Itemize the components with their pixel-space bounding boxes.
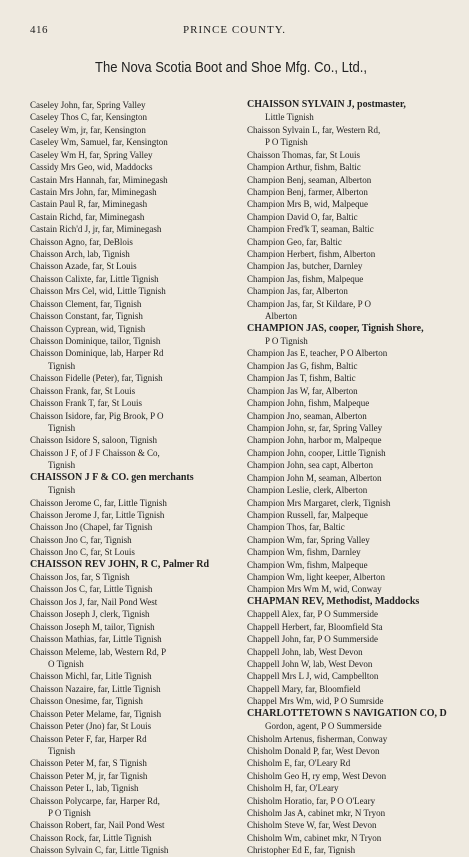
directory-entry: Champion Mrs B, wid, Malpeque: [247, 199, 368, 210]
directory-entry: Chaisson Sylvain L, far, Western Rd,: [247, 124, 381, 135]
directory-entry: Champion Jas, far, St Kildare, P O: [247, 298, 372, 309]
directory-entry: Chaisson Thomas, far, St Louis: [247, 149, 360, 160]
entry-continuation: P O Tignish: [48, 808, 91, 819]
page-title: PRINCE COUNTY.: [182, 24, 287, 36]
directory-entry: Chisholm Donald P, far, West Devon: [247, 745, 380, 756]
directory-entry: Champion Jas G, fishm, Baltic: [247, 360, 358, 371]
entry-continuation: Tignish: [48, 745, 76, 756]
directory-entry: Chappell John, lab, West Devon: [247, 646, 363, 657]
directory-entry: Chaisson Jno C, far, Tignish: [30, 534, 132, 545]
directory-entry: Chappel Mrs Wm, wid, P O Sumrside: [247, 696, 384, 707]
directory-entry: Chaisson Onesime, far, Tignish: [30, 696, 143, 707]
directory-entry: CHAMPION JAS, cooper, Tignish Shore,: [247, 322, 424, 334]
directory-entry: Chaisson Robert, far, Nail Pond West: [30, 820, 165, 831]
directory-entry: Cassidy Mrs Geo, wid, Maddocks: [30, 162, 153, 173]
directory-entry: Chaisson Fidelle (Peter), far, Tignish: [30, 373, 163, 384]
directory-entry: Chappell Mary, far, Bloomfield: [247, 683, 361, 694]
directory-entry: Champion John, harbor m, Malpeque: [247, 435, 382, 446]
directory-entry: Chaisson Isidore S, saloon, Tignish: [30, 435, 158, 446]
directory-entry: Champion Jas T, fishm, Baltic: [247, 373, 356, 384]
directory-entry: Champion Wm, fishm, Malpeque: [247, 559, 368, 570]
directory-entry: Champion Mrs Wm M, wid, Conway: [247, 584, 382, 595]
directory-entry: Chaisson Sylvain C, far, Little Tignish: [30, 845, 169, 856]
directory-entry: Champion John M, seaman, Alberton: [247, 472, 382, 483]
directory-entry: Chaisson Clement, far, Tignish: [30, 298, 142, 309]
directory-entry: Chaisson Jos C, far, Little Tignish: [30, 584, 153, 595]
directory-entry: Champion John, sea capt, Alberton: [247, 460, 373, 471]
directory-entry: Chaisson Joseph J, clerk, Tignish: [30, 609, 150, 620]
directory-entry: Chaisson Jno (Chapel, far Tignish: [30, 522, 153, 533]
directory-entry: Champion Jas W, far, Alberton: [247, 385, 358, 396]
directory-entry: Chaisson Meleme, lab, Western Rd, P: [30, 646, 167, 657]
directory-entry: Caseley Wm, jr, far, Kensington: [30, 124, 146, 135]
directory-entry: Chaisson Peter (Jno) far, St Louis: [30, 721, 152, 732]
directory-entry: Chaisson Polycarpe, far, Harper Rd,: [30, 795, 160, 806]
directory-entry: Chaisson Frank, far, St Louis: [30, 385, 136, 396]
page-header: [0, 24, 469, 38]
directory-entry: Champion David O, far, Baltic: [247, 211, 358, 222]
directory-entry: Chaisson Jno C, far, St Louis: [30, 547, 135, 558]
directory-entry: Caseley Wm H, far, Spring Valley: [30, 149, 153, 160]
entry-continuation: Tignish: [48, 422, 76, 433]
ad-banner: The Nova Scotia Boot and Shoe Mfg. Co., Ltd.,: [95, 60, 368, 76]
directory-entry: Chaisson Mrs Cel, wid, Little Tignish: [30, 286, 166, 297]
directory-entry: Chisholm Wm, cabinet mkr, N Tryon: [247, 832, 382, 843]
entry-continuation: Alberton: [265, 311, 297, 322]
directory-entry: Castain Richd, far, Miminegash: [30, 211, 145, 222]
directory-entry: Champion Jas, fishm, Malpeque: [247, 273, 364, 284]
directory-entry: Chappell John, far, P O Summerside: [247, 634, 379, 645]
directory-entry: Chaisson Agno, far, DeBlois: [30, 236, 133, 247]
directory-entry: Chaisson J F, of J F Chaisson & Co,: [30, 447, 160, 458]
directory-entry: Champion Benj, farmer, Alberton: [247, 186, 368, 197]
directory-entry: Chaisson Nazaire, far, Little Tignish: [30, 683, 161, 694]
right-column: [247, 99, 467, 857]
directory-entry: CHAISSON J F & CO. gen merchants: [30, 471, 194, 483]
directory-entry: Chaisson Joseph M, tailor, Tignish: [30, 621, 155, 632]
directory-entry: Chappell John W, lab, West Devon: [247, 658, 373, 669]
directory-entry: Champion Herbert, fishm, Alberton: [247, 249, 376, 260]
directory-entry: Chaisson Cyprean, wid, Tignish: [30, 323, 146, 334]
directory-entry: CHAISSON REV JOHN, R C, Palmer Rd: [30, 558, 210, 570]
directory-entry: Champion Leslie, clerk, Alberton: [247, 485, 368, 496]
directory-entry: Champion Wm, light keeper, Alberton: [247, 572, 385, 583]
entry-continuation: P O Tignish: [265, 137, 308, 148]
directory-entry: Champion Russell, far, Malpeque: [247, 509, 368, 520]
directory-entry: Castain Paul R, far, Miminegash: [30, 199, 148, 210]
directory-entry: Christopher Ed E, far, Tignish: [247, 845, 356, 856]
entry-continuation: Tignish: [48, 360, 76, 371]
directory-entry: Castain Mrs Hannah, far, Miminegash: [30, 174, 168, 185]
directory-entry: CHARLOTTETOWN S NAVIGATION CO, D: [247, 707, 447, 719]
directory-entry: Chappell Mrs L J, wid, Campbellton: [247, 671, 379, 682]
directory-entry: Chaisson Peter L, lab, Tignish: [30, 783, 139, 794]
directory-entry: Champion John, cooper, Little Tignish: [247, 447, 386, 458]
directory-entry: Champion Jno, seaman, Alberton: [247, 410, 367, 421]
entry-continuation: Tignish: [48, 485, 76, 496]
directory-entry: Chisholm Artenus, fisherman, Conway: [247, 733, 388, 744]
directory-entry: Castain Rich'd J, jr, far, Miminegash: [30, 224, 162, 235]
directory-entry: Caseley Wm, Samuel, far, Kensington: [30, 137, 168, 148]
directory-entry: Champion Mrs Margaret, clerk, Tignish: [247, 497, 391, 508]
directory-entry: Chaisson Jos J, far, Nail Pond West: [30, 596, 158, 607]
directory-entry: Chaisson Mathias, far, Little Tignish: [30, 634, 162, 645]
directory-entry: Chisholm Steve W, far, West Devon: [247, 820, 377, 831]
directory-entry: Champion Jas, far, Alberton: [247, 286, 348, 297]
directory-entry: Chaisson Isidore, far, Pig Brook, P O: [30, 410, 164, 421]
directory-entry: Chaisson Peter M, jr, far Tignish: [30, 770, 148, 781]
directory-entry: Chaisson Peter Melame, far, Tignish: [30, 708, 162, 719]
directory-entry: Chaisson Peter F, far, Harper Rd: [30, 733, 147, 744]
directory-entry: Chisholm Geo H, ry emp, West Devon: [247, 770, 387, 781]
entry-continuation: Gordon, agent, P O Summerside: [265, 721, 382, 732]
directory-entry: Champion John, fishm, Malpeque: [247, 398, 370, 409]
directory-entry: Chappell Herbert, far, Bloomfield Sta: [247, 621, 383, 632]
directory-entry: Champion Arthur, fishm, Baltic: [247, 162, 361, 173]
entry-continuation: P O Tignish: [265, 336, 308, 347]
directory-entry: Chaisson Jos, far, S Tignish: [30, 572, 130, 583]
directory-entry: Chaisson Calixte, far, Little Tignish: [30, 273, 159, 284]
directory-entry: Chisholm H, far, O'Leary: [247, 783, 339, 794]
left-column: [30, 99, 245, 857]
directory-entry: Champion Benj, seaman, Alberton: [247, 174, 372, 185]
directory-entry: Champion Jas E, teacher, P O Alberton: [247, 348, 388, 359]
directory-entry: Chaisson Dominique, lab, Harper Rd: [30, 348, 164, 359]
directory-entry: Caseley Thos C, far, Kensington: [30, 112, 147, 123]
directory-entry: Chisholm E, far, O'Leary Rd: [247, 758, 351, 769]
directory-entry: Chaisson Azade, far, St Louis: [30, 261, 137, 272]
directory-entry: Caseley John, far, Spring Valley: [30, 100, 146, 110]
directory-entry: Chaisson Jerome J, far, Little Tignish: [30, 509, 165, 520]
directory-entry: Champion Jas, butcher, Darnley: [247, 261, 363, 272]
directory-entry: Chaisson Rock, far, Little Tignish: [30, 832, 152, 843]
directory-entry: Castain Mrs John, far, Miminegash: [30, 186, 157, 197]
directory-entry: Chaisson Michl, far, Litle Tignish: [30, 671, 152, 682]
directory-entry: Chaisson Peter M, far, S Tignish: [30, 758, 147, 769]
directory-entry: Champion Geo, far, Baltic: [247, 236, 342, 247]
directory-entry: Chaisson Dominique, tailor, Tignish: [30, 336, 161, 347]
entry-continuation: O Tignish: [48, 658, 84, 669]
entry-continuation: Tignish: [48, 460, 76, 471]
directory-entry: Chaisson Jerome C, far, Little Tignish: [30, 497, 167, 508]
directory-entry: CHAPMAN REV, Methodist, Maddocks: [247, 595, 420, 607]
directory-entry: Chisholm Jas A, cabinet mkr, N Tryon: [247, 808, 386, 819]
directory-entry: Champion Wm, far, Spring Valley: [247, 534, 370, 545]
entry-continuation: Little Tignish: [265, 112, 314, 123]
directory-entry: Champion Wm, fishm, Darnley: [247, 547, 361, 558]
page-number: 416: [30, 24, 48, 36]
directory-entry: Chaisson Constant, far, Tignish: [30, 311, 143, 322]
directory-entry: Chisholm Horatio, far, P O O'Leary: [247, 795, 376, 806]
directory-entry: Chappell Alex, far, P O Summerside: [247, 609, 379, 620]
directory-entry: Champion Fred'k T, seaman, Baltic: [247, 224, 374, 235]
directory-entry: Champion John, sr, far, Spring Valley: [247, 422, 383, 433]
directory-entry: CHAISSON SYLVAIN J, postmaster,: [247, 99, 406, 110]
directory-entry: Chaisson Arch, lab, Tignish: [30, 249, 130, 260]
directory-entry: Chaisson Frank T, far, St Louis: [30, 398, 143, 409]
directory-entry: Champion Thos, far, Baltic: [247, 522, 345, 533]
